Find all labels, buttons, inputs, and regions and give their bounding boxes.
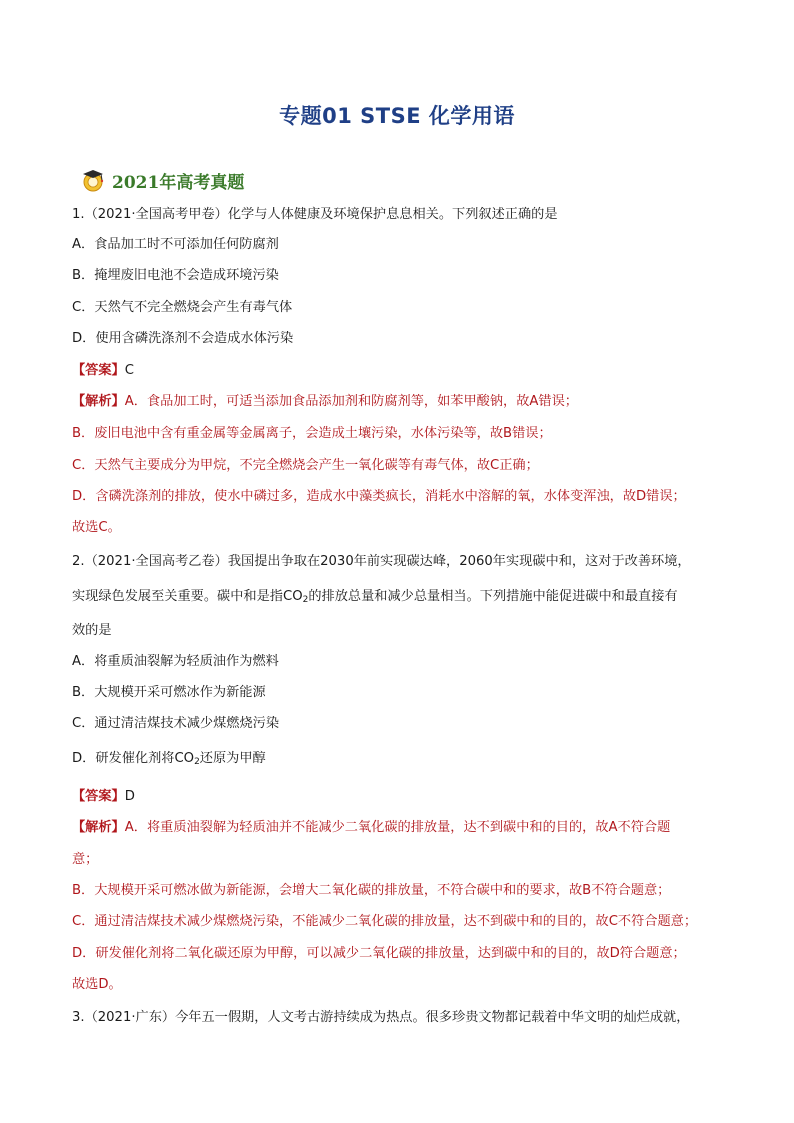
q1-option-d: D．使用含磷洗涤剂不会造成水体污染 — [72, 331, 294, 346]
question-2-stem: 2.（2021·全国高考乙卷）我国提出争取在2030年前实现碳达峰，2060年实现碳中和，这对于改善环境， — [72, 554, 691, 569]
answer-value: C — [124, 363, 134, 378]
q2-analysis-line: D．研发催化剂将二氧化碳还原为甲醇，可以减少二氧化碳的排放量，达到碳中和的目的，故D符合题意； — [72, 946, 686, 961]
graduate-cap-icon — [80, 167, 106, 193]
question-2-stem — [72, 587, 732, 610]
option-text: 还原为甲醇 — [199, 751, 266, 766]
q1-option-a: A．食品加工时不可添加任何防腐剂 — [72, 237, 279, 252]
answer-value: D — [124, 789, 135, 804]
question-1-stem: 1.（2021·全国高考甲卷）化学与人体健康及环境保护息息相关。下列叙述正确的是 — [72, 207, 558, 222]
option-text: D．研发催化剂将CO — [72, 751, 195, 766]
question-2-stem: 效的是 — [72, 623, 112, 638]
q1-analysis-line — [72, 392, 732, 412]
q2-option-a: A．将重质油裂解为轻质油作为燃料 — [72, 654, 279, 669]
q2-analysis-line: 意； — [72, 852, 99, 867]
subscript: 2 — [302, 595, 309, 605]
section-title: 2021年高考真题 — [112, 172, 245, 193]
q1-analysis-line: 故选C。 — [72, 520, 121, 535]
q1-option-b: B．掩埋废旧电池不会造成环境污染 — [72, 268, 279, 283]
answer-tag: 【答案】 — [72, 789, 125, 804]
q2-answer — [72, 787, 732, 807]
page-title: 专题01 STSE 化学用语 — [279, 104, 515, 128]
stem-text: 实现绿色发展至关重要。碳中和是指CO — [72, 589, 303, 604]
answer-tag: 【答案】 — [72, 363, 125, 378]
stem-text: 的排放总量和减少总量相当。下列措施中能促进碳中和最直接有 — [308, 589, 678, 604]
q2-analysis-line: C．通过清洁煤技术减少煤燃烧污染，不能减少二氧化碳的排放量，达不到碳中和的目的，故C不符合题意； — [72, 914, 698, 929]
q2-option-d — [72, 749, 732, 772]
question-3-stem: 3.（2021·广东）今年五一假期，人文考古游持续成为热点。很多珍贵文物都记载着中华文明的灿烂成就， — [72, 1010, 690, 1025]
section-header — [80, 164, 244, 196]
q2-analysis-line: B．大规模开采可燃冰做为新能源，会增大二氧化碳的排放量，不符合碳中和的要求，故B不符合题意； — [72, 883, 671, 898]
q1-analysis-line: B．废旧电池中含有重金属等金属离子，会造成土壤污染，水体污染等，故B错误； — [72, 426, 552, 441]
analysis-tag: 【解析】 — [72, 820, 125, 835]
q2-option-b: B．大规模开采可燃冰作为新能源 — [72, 685, 266, 700]
analysis-text: A．食品加工时，可适当添加食品添加剂和防腐剂等，如苯甲酸钠，故A错误； — [124, 394, 578, 409]
q2-analysis-line: 故选D。 — [72, 977, 122, 992]
q1-analysis-line: C．天然气主要成分为甲烷，不完全燃烧会产生一氧化碳等有毒气体，故C正确； — [72, 458, 539, 473]
q1-option-c: C．天然气不完全燃烧会产生有毒气体 — [72, 300, 293, 315]
analysis-tag: 【解析】 — [72, 394, 125, 409]
subscript: 2 — [194, 757, 200, 767]
q2-analysis-line — [72, 818, 732, 838]
q1-analysis-line: D．含磷洗涤剂的排放，使水中磷过多，造成水中藻类疯长，消耗水中溶解的氧，水体变浑浊，故D错误； — [72, 489, 686, 504]
q2-option-c: C．通过清洁煤技术减少煤燃烧污染 — [72, 716, 280, 731]
analysis-text: A．将重质油裂解为轻质油并不能减少二氧化碳的排放量，达不到碳中和的目的，故A不符合题 — [124, 820, 671, 835]
q1-answer — [72, 361, 732, 381]
